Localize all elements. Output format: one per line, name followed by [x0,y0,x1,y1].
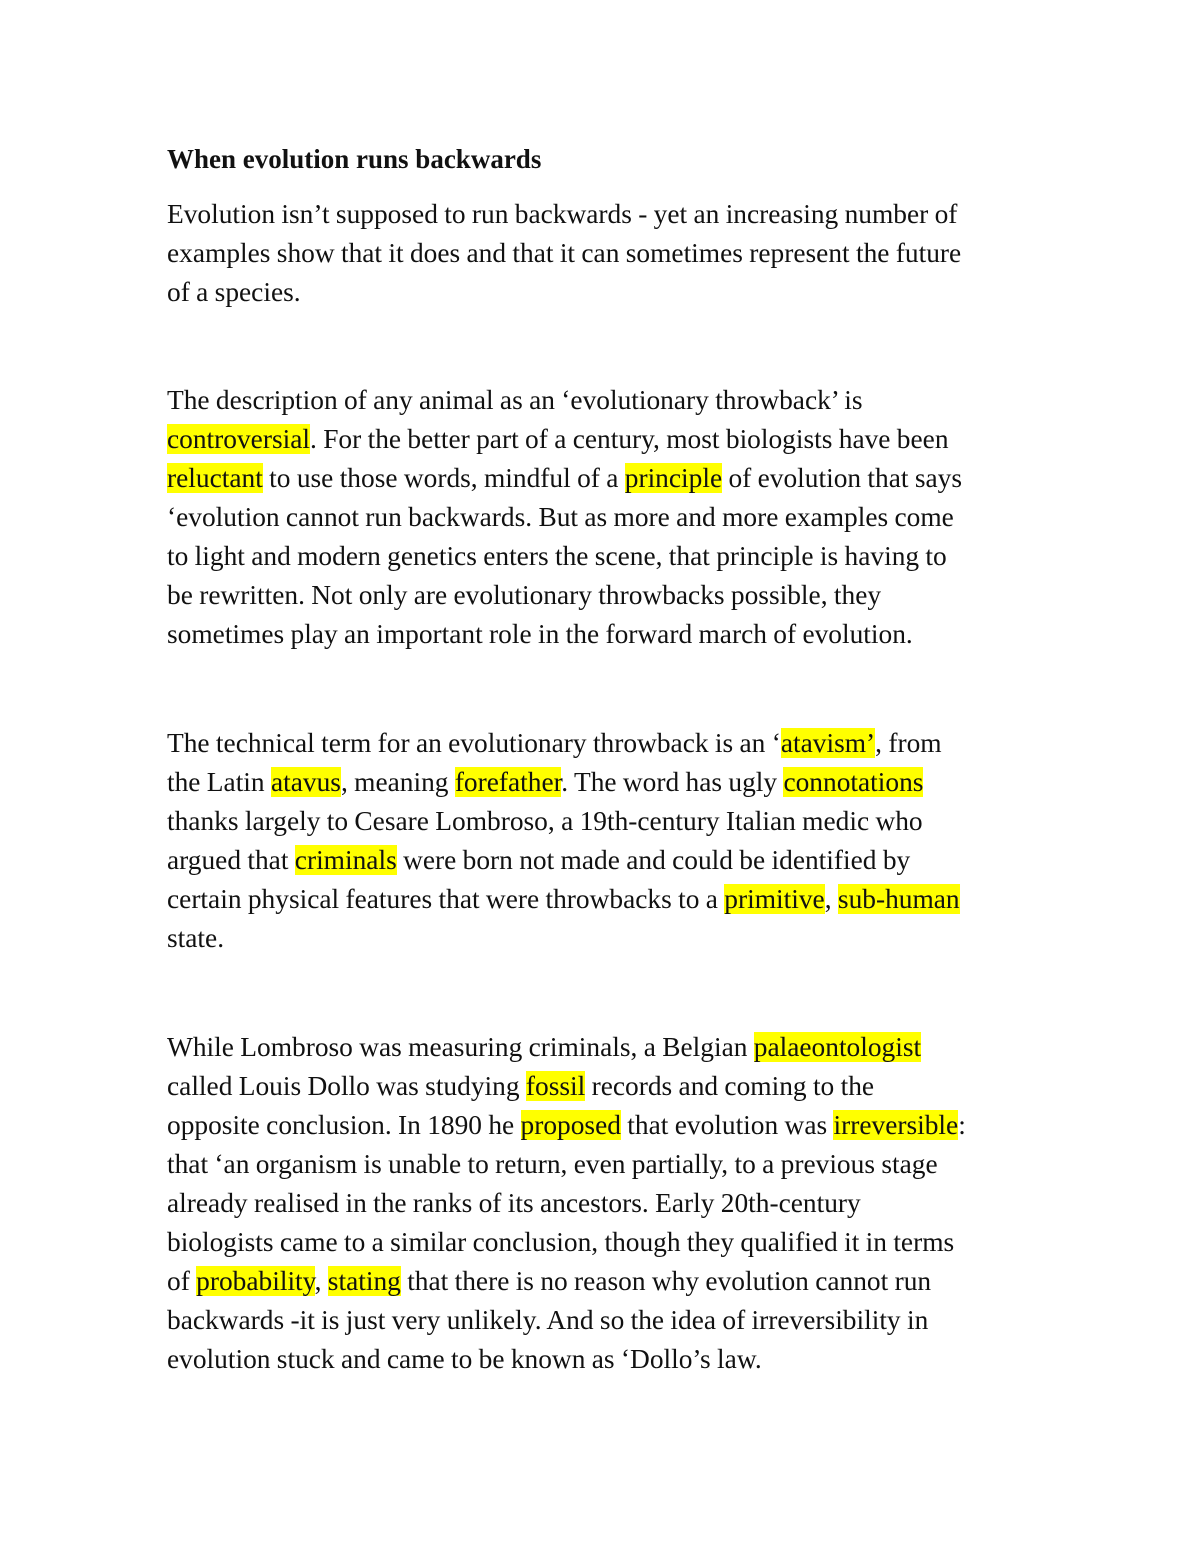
highlighted-word: controversial [167,424,310,454]
highlighted-word: irreversible [833,1110,959,1140]
text-run: While Lombroso was measuring criminals, a Belgian [167,1032,754,1062]
text-run: argued that [167,845,295,875]
text-run: were born not made and could be identified by [396,845,911,875]
paragraph-dollo [167,1028,1097,1379]
text-run: evolution stuck and came to be known as ‘Dollo’s law. [167,1344,762,1374]
text-line [167,919,1097,958]
text-line [167,763,1097,802]
text-line [167,880,1097,919]
text-line [167,1184,1097,1223]
text-line [167,234,1097,273]
text-run: , meaning [340,767,455,797]
text-run: backwards -it is just very unlikely. And so the idea of irreversibility in [167,1305,929,1335]
highlighted-word: probability [196,1266,315,1296]
highlighted-word: criminals [294,845,397,875]
text-line [167,1223,1097,1262]
text-line [167,1262,1097,1301]
highlighted-word: atavism’ [780,728,876,758]
text-run: be rewritten. Not only are evolutionary throwbacks possible, they [167,580,882,610]
text-run: already realised in the ranks of its ancestors. Early 20th-century [167,1188,861,1218]
text-run: , from [875,728,942,758]
text-line [167,802,1097,841]
text-line [167,724,1097,763]
text-line [167,1067,1097,1106]
text-run: biologists came to a similar conclusion, though they qualified it in terms [167,1227,955,1257]
text-line [167,1340,1097,1379]
text-line [167,195,1097,234]
text-run: opposite conclusion. In 1890 he [167,1110,521,1140]
text-line [167,615,1097,654]
text-line [167,381,1097,420]
highlighted-word: primitive [724,884,825,914]
text-run: of evolution that says [722,463,963,493]
text-run: records and coming to the [585,1071,875,1101]
text-run: sometimes play an important role in the forward march of evolution. [167,619,913,649]
text-line [167,459,1097,498]
text-run: that there is no reason why evolution cannot run [400,1266,932,1296]
text-line [167,1145,1097,1184]
text-run: the Latin [167,767,271,797]
text-run: , [314,1266,328,1296]
text-line [167,537,1097,576]
text-run: examples show that it does and that it can sometimes represent the future [167,238,962,268]
text-run: of [167,1266,197,1296]
text-run: that evolution was [620,1110,834,1140]
document-title: When evolution runs backwards [167,144,542,174]
highlighted-word: fossil [525,1071,586,1101]
highlighted-word: palaeontologist [753,1032,922,1062]
text-run: called Louis Dollo was studying [167,1071,526,1101]
text-run: certain physical features that were throwbacks to a [167,884,725,914]
highlighted-word: sub-human [837,884,960,914]
text-run: Evolution isn’t supposed to run backwards - yet an increasing number of [167,199,958,229]
text-line [167,498,1097,537]
paragraph-throwback [167,381,1097,654]
highlighted-word: stating [327,1266,401,1296]
text-line [167,273,1097,312]
text-run: The description of any animal as an ‘evolutionary throwback’ is [167,385,863,415]
text-run: . For the better part of a century, most biologists have been [310,424,949,454]
text-run: to use those words, mindful of a [262,463,625,493]
highlighted-word: principle [624,463,723,493]
text-line [167,1301,1097,1340]
highlighted-word: proposed [520,1110,621,1140]
highlighted-word: connotations [783,767,924,797]
highlighted-word: atavus [270,767,341,797]
text-run: The technical term for an evolutionary throwback is an ‘ [167,728,781,758]
highlighted-word: forefather [454,767,562,797]
text-line [167,841,1097,880]
text-line [167,420,1097,459]
highlighted-word: reluctant [167,463,263,493]
text-run: ‘evolution cannot run backwards. But as more and more examples come [167,502,954,532]
text-run: to light and modern genetics enters the scene, that principle is having to [167,541,947,571]
paragraph-intro [167,195,1097,312]
text-run: state. [167,923,225,953]
text-run: . The word has ugly [561,767,784,797]
text-line [167,1028,1097,1067]
text-run: of a species. [167,277,301,307]
text-line [167,576,1097,615]
text-run: that ‘an organism is unable to return, even partially, to a previous stage [167,1149,938,1179]
text-run: : [958,1110,966,1140]
text-line [167,1106,1097,1145]
paragraph-atavism [167,724,1097,958]
text-run: , [824,884,838,914]
text-run: thanks largely to Cesare Lombroso, a 19th-century Italian medic who [167,806,923,836]
